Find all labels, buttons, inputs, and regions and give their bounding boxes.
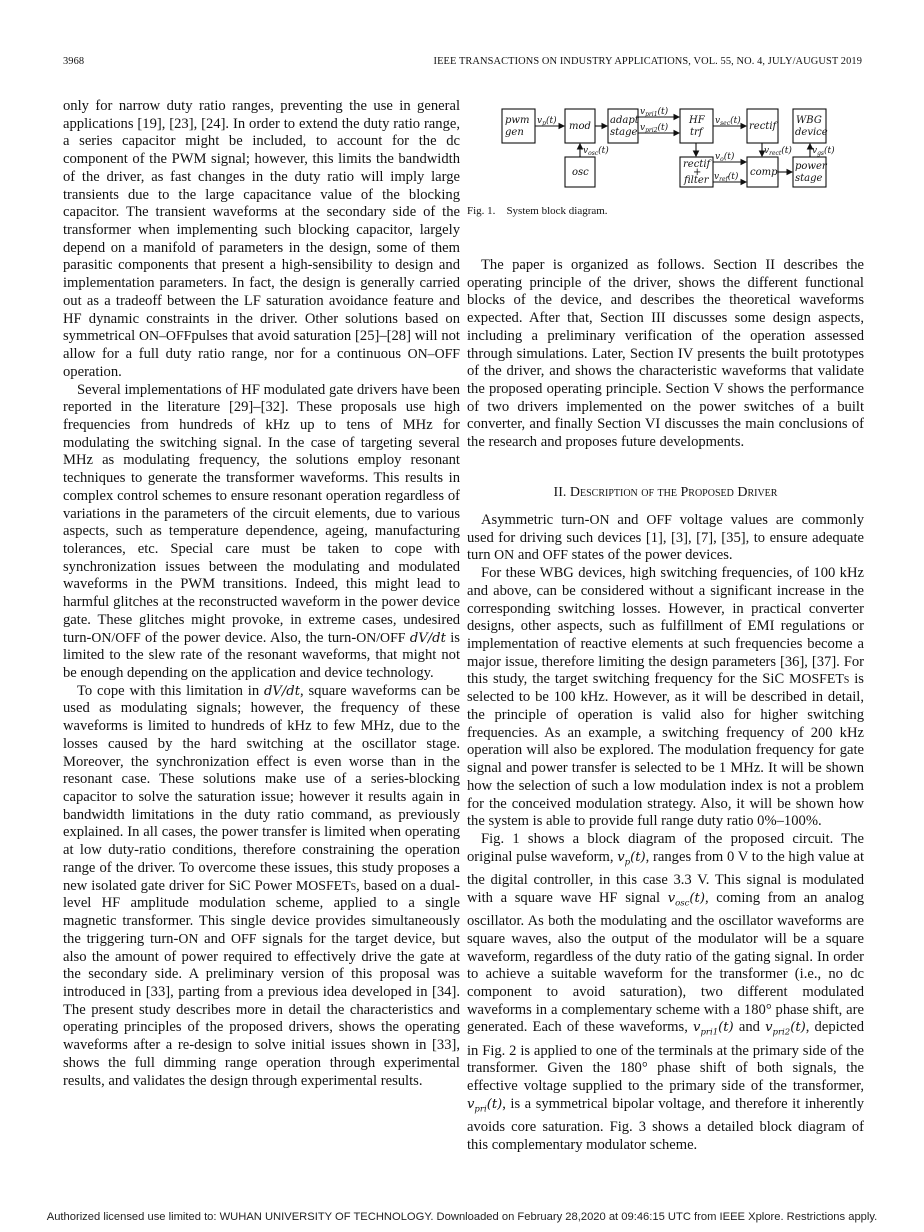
text-run: signals for the target device, but also the amount of power required to effectively drive the gate at the secondary side. A preliminary version of this proposal was introduced in [33], parting from a previous idea developed in [34]. The present study describes more in detail the characteristics and operating principles of the proposed drivers, shows the operating waveforms after a re-design to solve initial issues shown in [33], shows the full dimming range operation through experimental results, and validates the design through experimental results. <box>63 930 460 1089</box>
block-wbg-device <box>793 109 828 143</box>
text-run: The paper is organized as follows. Section II describes the operating principle of the driver, shows the different functional blocks of the device, and describes the theoretical waveforms expected. After that, Section III discusses some design aspects, including a preliminary verification of the operation assessed through simulations. Later, Section IV presents the built prototypes of the driver, and shows the characteristic waveforms that validate the proposed operating principle. Section V shows the performance of two drivers implemented on the power switches of a built converter, and finally Section VI discusses the main conclusions of the research and proposes future developments. <box>467 257 864 451</box>
paragraph <box>467 831 864 1155</box>
text-run: states of the power devices. <box>568 547 733 564</box>
math-signal: $v_{pri}(t)$ <box>467 1096 503 1115</box>
text-run: and <box>514 547 543 564</box>
block-osc <box>565 157 595 187</box>
text-run: , depicted in Fig. 2 is applied to one of the terminals at the primary side of the transformer. Given the 180° phase shift of both signals, the effective voltage supplied to the primary side of the transformer, <box>467 1019 864 1095</box>
block-rectif-filter <box>680 157 713 187</box>
small-caps-term: ON–OFF <box>407 347 460 363</box>
signal-vpri1: $v_{pri1}(t)$ <box>640 107 669 118</box>
block-hf-transformer <box>680 109 713 143</box>
block-comp <box>747 157 778 187</box>
section-title: II. Description of the Proposed Driver <box>553 485 778 500</box>
text-run: and <box>609 512 647 528</box>
svg-text:rectif: rectif <box>683 159 711 170</box>
license-footer: Authorized licensed use limited to: WUHAN UNIVERSITY OF TECHNOLOGY. Downloaded on February 28,2020 at 09:46:15 UTC from IEEE Xplore. Restrictions apply. <box>46 1211 878 1223</box>
text-run: and <box>733 1019 766 1036</box>
small-caps-term: OFF <box>231 931 257 947</box>
signal-vsec: $v_{sec}(t)$ <box>715 116 741 127</box>
small-caps-term: ON/OFF <box>356 630 406 646</box>
small-caps-term: ON <box>589 513 610 528</box>
running-header: IEEE TRANSACTIONS ON INDUSTRY APPLICATIONS, VOL. 55, NO. 4, JULY/AUGUST 2019 <box>433 56 862 67</box>
text-run: is limited to the slew rate of the resonant waveforms, that might not be enough depending on the application and device technology. <box>63 629 460 681</box>
left-column <box>63 98 460 1090</box>
math-signal: $v_{pri1}(t)$ <box>693 1020 734 1038</box>
svg-text:mod: mod <box>569 121 591 132</box>
figure-caption <box>467 205 608 217</box>
svg-text:comp: comp <box>750 167 778 178</box>
paragraph <box>467 257 864 452</box>
text-run: Asymmetric turn- <box>481 512 590 528</box>
math-expression: dV/dt <box>409 630 446 646</box>
paragraph <box>467 565 864 831</box>
paragraph <box>63 683 460 1091</box>
svg-text:trf: trf <box>690 127 703 138</box>
svg-text:gen: gen <box>505 127 524 138</box>
svg-text:pwm: pwm <box>505 115 530 126</box>
text-run: of the power device. Also, the turn- <box>140 629 357 646</box>
svg-text:stage: stage <box>795 173 823 184</box>
text-run: , is a symmetrical bipolar voltage, and therefore it inherently avoids core saturation. Fig. 3 shows a detailed block diagram of this complementary modulator scheme. <box>467 1095 864 1153</box>
text-run: , based on a dual-level HF amplitude modulation scheme, applied to a single magnetic transformer. This single device provides simultaneously the triggering turn- <box>63 877 460 947</box>
small-caps-term: MOSFETs <box>789 672 850 688</box>
paragraph <box>63 382 460 683</box>
block-power-stage <box>793 157 828 187</box>
text-run: is selected to be 100 kHz. However, as it will be described in detail, the principle of operation is valid also for higher switching frequencies. As an example, a switching frequency of 200 kHz operation will also be explored. The modulation frequency for gate signal and power transfer is selected to be 1 MHz. It will be shown how the selection of such a low modulation index is not a problem for the conceived modulation strategy. Also, it will be shown how the system is able to provide full range duty ratio 0%–100%. <box>467 671 864 830</box>
signal-vgs: $v_{gs}(t)$ <box>812 146 835 157</box>
right-column-body <box>467 512 864 1155</box>
signal-vosc: $v_{osc}(t)$ <box>583 146 609 157</box>
text-run: only for narrow duty ratio ranges, preventing the use in general applications [19], [23], [24]. In order to extend the duty ratio range, a series capacitor might be included, to account for the dc component of the PWM signal; however, this limits the bandwidth of the driver, as fast changes in the duty ratio will imply large transients due to the large capacitance value of the blocking capacitor. The transient waveforms at the secondary side of the transformer when implementing such blocking capacitor, largely depend on a manifold of parameters in the design, some of them parasitic components that present a high-sensibility to design and implementation parameters. In fact, the design is generally carried out as a tradeoff between the LF saturation avoidance feature and HF dynamic constraints in the driver. Other solutions based on symmetrical <box>63 98 460 345</box>
text-run: For these WBG devices, high switching frequencies, of 100 kHz and above, can be considered without a significant increase in the corresponding switching losses. However, in practical converter designs, other aspects, such as fulfillment of EMI regulations or implementation of reactive elements at such frequencies become a major issue, therefore limiting the design parameters [36], [37]. For this study, the target switching frequency for the SiC <box>467 565 864 688</box>
svg-text:osc: osc <box>572 167 589 178</box>
svg-text:WBG: WBG <box>796 115 822 126</box>
small-caps-term: ON <box>494 548 515 564</box>
caption-label: Fig. 1. <box>467 205 496 217</box>
page-number: 3968 <box>63 56 85 67</box>
math-signal: $v_{osc}(t)$ <box>667 890 705 909</box>
signal-vp: $v_p(t)$ <box>537 116 557 127</box>
small-caps-term: ON/OFF <box>91 630 141 646</box>
small-caps-term: MOSFETs <box>295 878 357 894</box>
text-run: To cope with this limitation in <box>77 682 264 699</box>
text-run: , square waveforms can be used as modulating signals; however, the frequency of these waveforms is limited to hundreds of kHz to few MHz, due to the losses caused by the hard switching at the oscillator stage. Moreover, the synchronization effect is even worse than in the resonant case. These solutions make use of a series-blocking capacitor to solve the saturation issue; however it results again in bandwidth limitations in the duty ratio command, as previously explained. In all cases, the power transfer is limited when operating at low duty-ratio conditions, therefore constraining the operation range of the driver. To overcome these issues, this study proposes a new isolated gate driver for SiC Power <box>63 682 460 894</box>
math-signal: $v_{pri2}(t)$ <box>765 1020 806 1038</box>
small-caps-term: ON <box>178 931 199 947</box>
section-heading <box>467 484 864 502</box>
text-run: voltage values are commonly used for driving such devices [1], [3], [7], [35], to ensure adequate turn <box>467 512 864 564</box>
svg-text:rectif: rectif <box>749 121 777 132</box>
text-run: Fig. 1 shows a block diagram of the proposed circuit. The original pulse waveform, <box>467 830 864 865</box>
small-caps-term: ON–OFF <box>138 329 192 345</box>
text-run: , ranges from 0 V to the high value at the digital controller, in this case 3.3 V. This signal is modulated with a square wave HF signal <box>467 848 864 906</box>
signal-vo: $v_o(t)$ <box>715 152 735 163</box>
text-run: Several implementations of HF modulated gate drivers have been reported in the literature [29]–[32]. These proposals use high frequencies from hundreds of kHz up to tens of MHz for modulating the switching signal. In the case of targeting several MHz as modulating frequency, the solutions employ resonant techniques to generate the transformer waveforms. This results in complex control schemes to ensure resonant operation regardless of variations in the parameters of the circuit elements, due to various aspects, such as temperature dependence, ageing, manufacturing tolerances, etc. Special care must be taken to cope with synchronization issues between the modulating and modulated waveforms in the PWM transitions. Indeed, this might lead to harmful glitches at the reconstructed waveform in the power device gate. These glitches might provoke, in extreme cases, undesired turn- <box>63 381 460 646</box>
svg-text:adapt: adapt <box>610 115 639 126</box>
signal-vpri2: $v_{pri2}(t)$ <box>640 123 669 134</box>
svg-text:stage: stage <box>610 127 638 138</box>
system-block-diagram <box>495 100 855 195</box>
text-run: pulses that avoid saturation [25]–[28] will not allow for a full duty ratio range, nor for a continuous <box>63 328 460 363</box>
small-caps-term: OFF <box>646 513 672 528</box>
svg-text:HF: HF <box>689 115 705 126</box>
right-column-intro <box>467 257 864 452</box>
signal-vrect: $v_{rect}(t)$ <box>764 146 792 157</box>
math-expression: dV/dt <box>264 683 300 699</box>
svg-text:power: power <box>795 161 827 172</box>
text-run: and <box>198 930 232 947</box>
paragraph <box>63 98 460 382</box>
block-pwm-gen <box>502 109 535 143</box>
paragraph <box>467 512 864 565</box>
block-rectif <box>747 109 779 143</box>
small-caps-term: OFF <box>542 548 569 564</box>
block-adapt-stage <box>608 109 640 143</box>
block-mod <box>565 109 595 143</box>
svg-text:device: device <box>795 127 828 138</box>
text-run: , coming from an analog oscillator. As both the modulating and the oscillator waveforms are square waves, also the output of the modulator will be a square waveform, regardless of the duty ratio of the gating signal. In order to achieve a suitable waveform for the transformer (i.e., no dc component to avoid saturation), two different modulated waveforms in a complementary scheme with a 180° phase shift, are generated. Each of these waveforms, <box>467 889 864 1036</box>
text-run: operation. <box>63 363 122 380</box>
signal-vref: $v_{ref}(t)$ <box>714 172 739 183</box>
svg-text:+: + <box>693 167 702 178</box>
svg-text:filter: filter <box>684 175 709 186</box>
math-signal: $v_p(t)$ <box>617 849 646 868</box>
caption-text: System block diagram. <box>506 205 608 217</box>
